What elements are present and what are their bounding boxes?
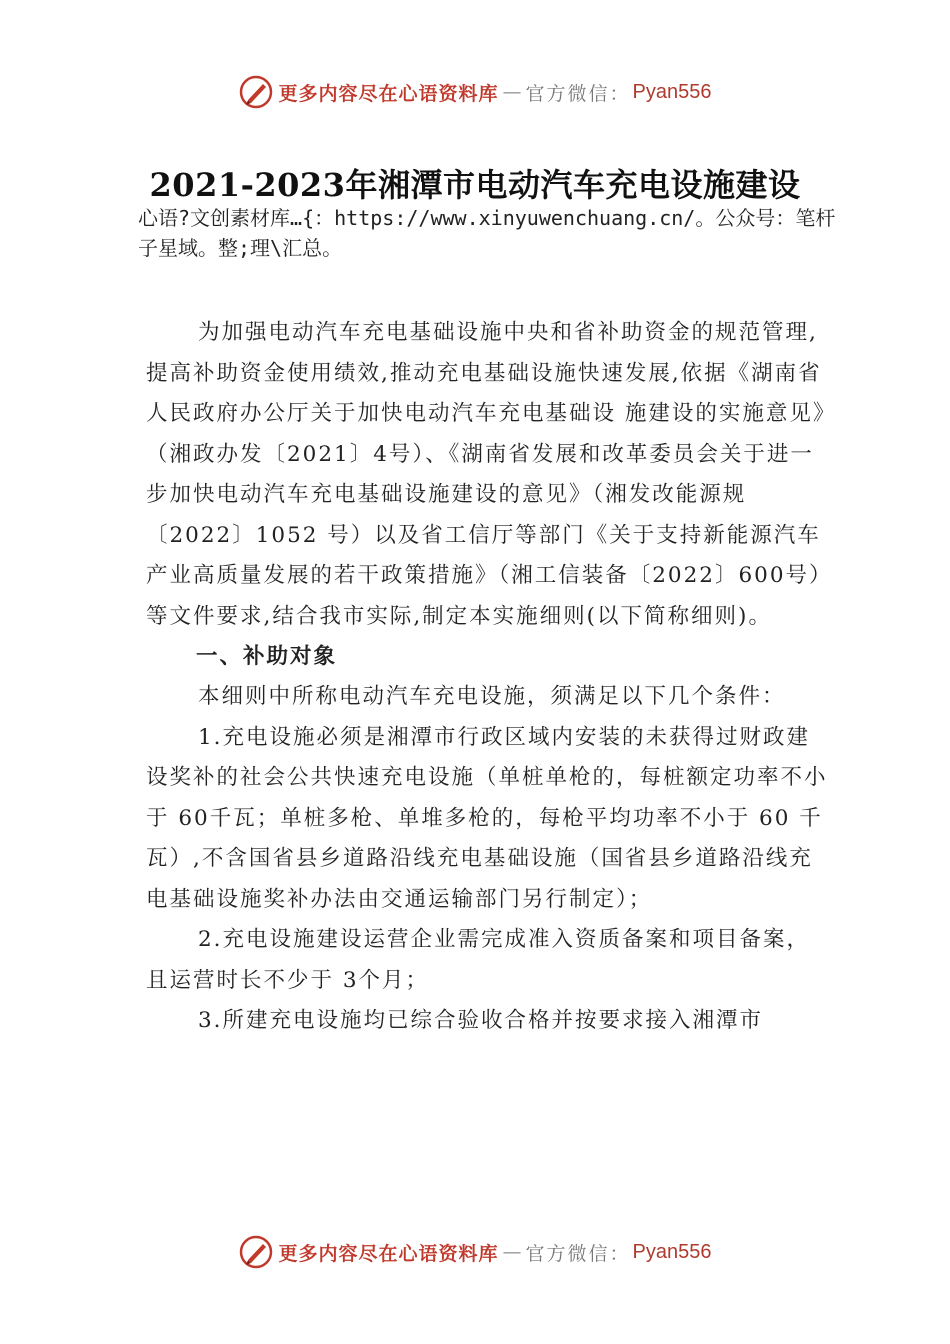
list-item: 1.充电设施必须是湘潭市行政区域内安装的未获得过财政建设奖补的社会公共快速充电设施（单桩单枪的，每桩额定功率不小于 60千瓦；单桩多枪、单堆多枪的，每枪平均功率不小于 60 千瓦）,不含国省县乡道路沿线充电基础设施（国省县乡道路沿线充电基础设施奖补办法由交通运输部门另行制定）；: [146, 724, 828, 912]
banner-slogan: 更多内容尽在心语资料库: [278, 1242, 499, 1265]
banner-slogan: 更多内容尽在心语资料库: [278, 82, 499, 105]
intro-paragraph: 为加强电动汽车充电基础设施中央和省补助资金的规范管理,提高补助资金使用绩效,推动充电基础设施快速发展,依据《湖南省人民政府办公厅关于加快电动汽车充电基础设 施建设的实施意见》（湘政办发〔2021〕4号）、《湖南省发展和改革委员会关于进一步加快电动汽车充电基础设施建设的意见》（湘发改能源规〔2022〕1052 号）以及省工信厅等部门《关于支持新能源汽车产业高质量发展的若干政策措施》（湘工信装备〔2022〕600号）等文件要求,结合我市实际,制定本实施细则(以下简称细则)。: [146, 320, 826, 629]
header-banner: [0, 72, 950, 112]
banner-wechat-label: 官方微信：: [525, 82, 631, 105]
banner-wechat-id: Pyan556: [632, 1240, 712, 1263]
pen-logo-icon: [239, 75, 273, 109]
section-lead: 本细则中所称电动汽车充电设施，须满足以下几个条件：: [198, 684, 786, 709]
list-item: 3.所建充电设施均已综合验收合格并按要求接入湘潭市: [198, 1008, 764, 1033]
pen-logo-icon: [239, 1235, 273, 1269]
banner-wechat-label: 官方微信：: [525, 1242, 631, 1265]
list-item: 2.充电设施建设运营企业需完成准入资质备案和项目备案，且运营时长不少于 3个月；: [146, 927, 811, 993]
document-title: 2021-2023年湘潭市电动汽车充电设施建设: [149, 166, 801, 204]
document-body: [146, 313, 832, 1042]
section-heading: 一、补助对象: [196, 644, 338, 669]
footer-banner: [0, 1232, 950, 1272]
source-line: 心语?文创素材库…{：https://www.xinyuwenchuang.cn/。公众号：笔杆子星域。整;理\汇总。: [138, 206, 836, 260]
banner-separator: —: [502, 81, 522, 103]
banner-separator: —: [502, 1241, 522, 1263]
banner-wechat-id: Pyan556: [632, 80, 712, 103]
